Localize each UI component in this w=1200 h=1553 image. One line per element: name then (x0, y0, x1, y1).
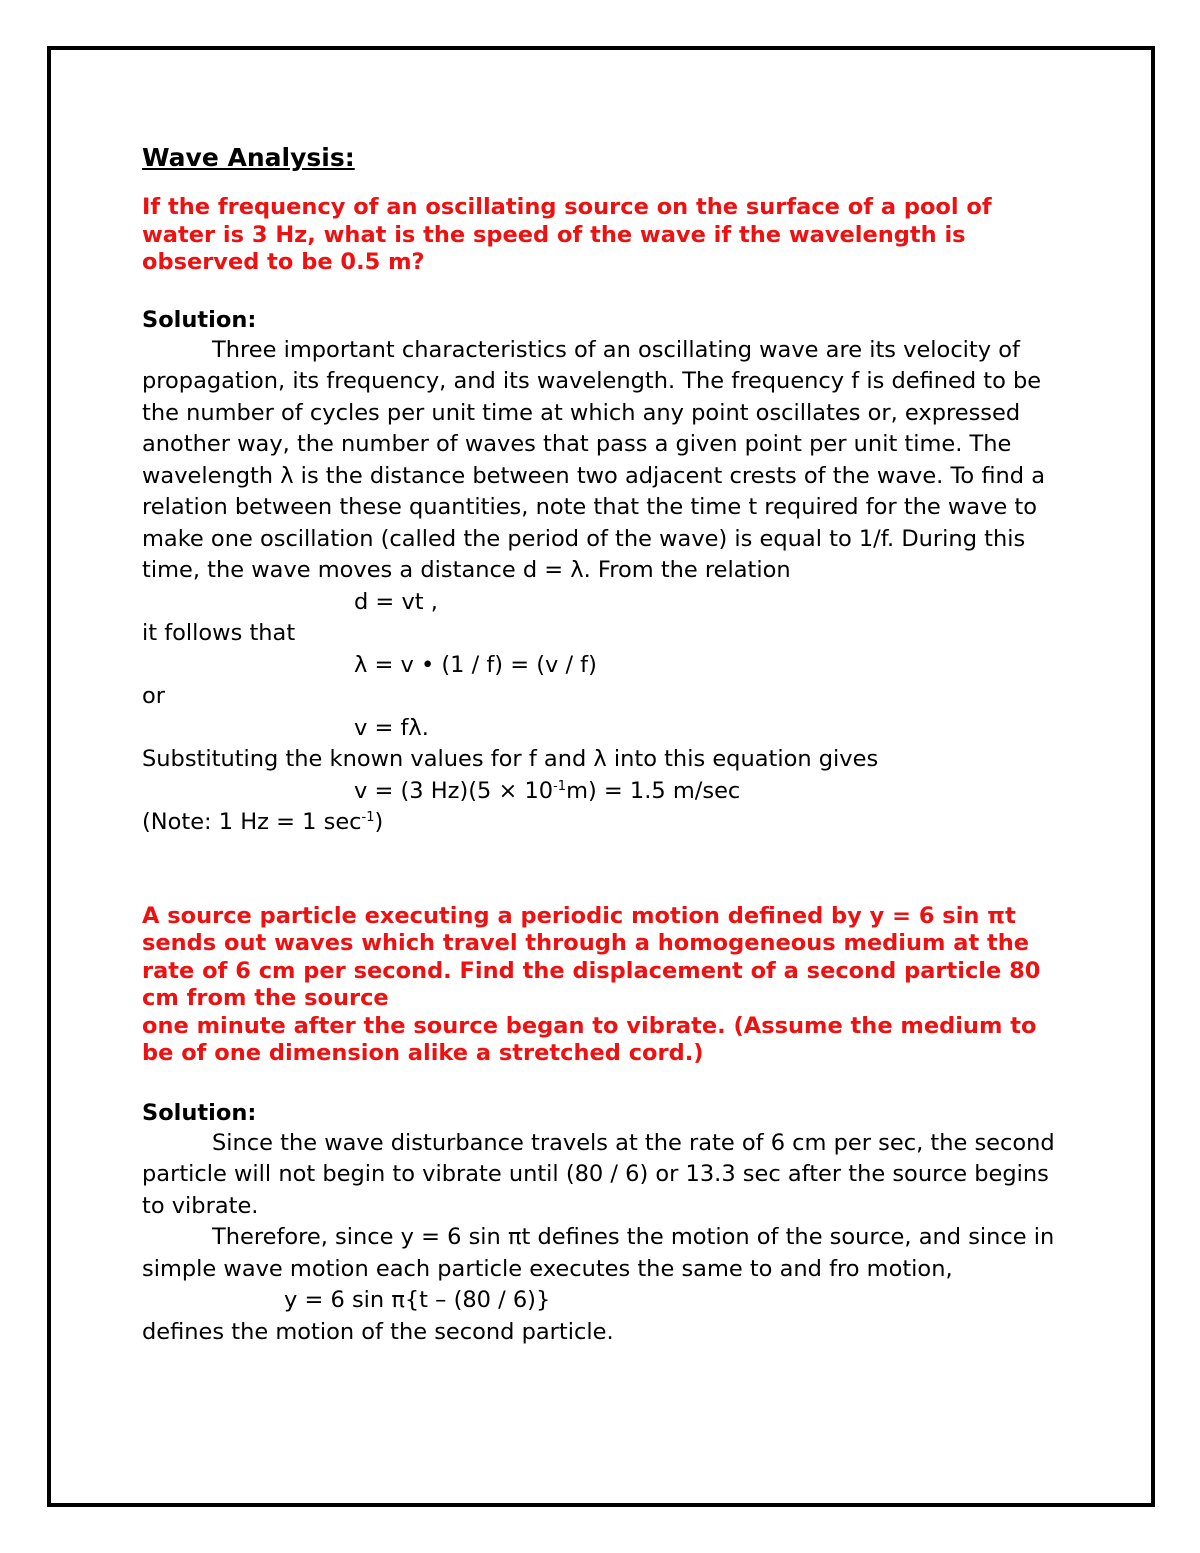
note-exponent: -1 (361, 810, 375, 825)
problem1-equation-4 (142, 776, 1062, 808)
document-title: Wave Analysis: (142, 143, 355, 172)
problem2-question-line-2: one minute after the source began to vibrate. (Assume the medium to be of one dimension alike a stretched cord.) (142, 1012, 1037, 1066)
problem1-text-3: or (142, 683, 166, 709)
problem2-question-line-1: A source particle executing a periodic motion defined by y = 6 sin πt sends out waves which travel through a homogeneous medium at the rate of 6 cm per second. Find the displacement of a second particle 80 cm from the source (142, 902, 1041, 1011)
problem1-equation-1: d = vt , (354, 588, 438, 615)
problem2-paragraph-2: Therefore, since y = 6 sin πt defines the motion of the source, and since in simple wave motion each particle executes the same to and fro motion, (142, 1224, 1055, 1282)
problem1-note (142, 807, 1062, 839)
note-part-b: ) (374, 809, 384, 835)
problem2-paragraph-1: Since the wave disturbance travels at the rate of 6 cm per sec, the second particle will not begin to vibrate until (80 / 6) or 13.3 sec after the source begins to vibrate. (142, 1129, 1055, 1219)
document-content (142, 140, 1062, 1348)
problem1-equation-2: λ = v • (1 / f) = (v / f) (354, 651, 597, 678)
problem1-paragraph: Three important characteristics of an oscillating wave are its velocity of propagation, its frequency, and its wavelength. The frequency f is defined to be the number of cycles per unit time at which any point oscillates or, expressed another way, the number of waves that pass a given point per unit time. The wavelength λ is the distance between two adjacent crests of the wave. To find a relation between these quantities, note that the time t required for the wave to make one oscillation (called the period of the wave) is equal to 1/f. During this time, the wave moves a distance d = λ. From the relation (142, 336, 1045, 583)
problem2-equation-1: y = 6 sin π{t – (80 / 6)} (284, 1287, 551, 1313)
problem1-solution-label: Solution: (142, 306, 257, 333)
problem2-question (142, 903, 1062, 1068)
problem2-solution-label: Solution: (142, 1099, 257, 1126)
equation-4-exponent: -1 (553, 778, 567, 794)
equation-4-part-b: m) = 1.5 m/sec (566, 777, 741, 804)
problem1-text-2: it follows that (142, 620, 296, 646)
equation-4-part-a: v = (3 Hz)(5 × 10 (354, 777, 554, 804)
problem2-text-end: defines the motion of the second particle. (142, 1318, 614, 1345)
problem1-equation-3: v = fλ. (354, 714, 429, 741)
problem1-text-4: Substituting the known values for f and λ into this equation gives (142, 746, 879, 772)
problem1-question: If the frequency of an oscillating source on the surface of a pool of water is 3 Hz, what is the speed of the wave if the wavelength is observed to be 0.5 m? (142, 194, 992, 275)
note-part-a: (Note: 1 Hz = 1 sec (142, 809, 362, 835)
